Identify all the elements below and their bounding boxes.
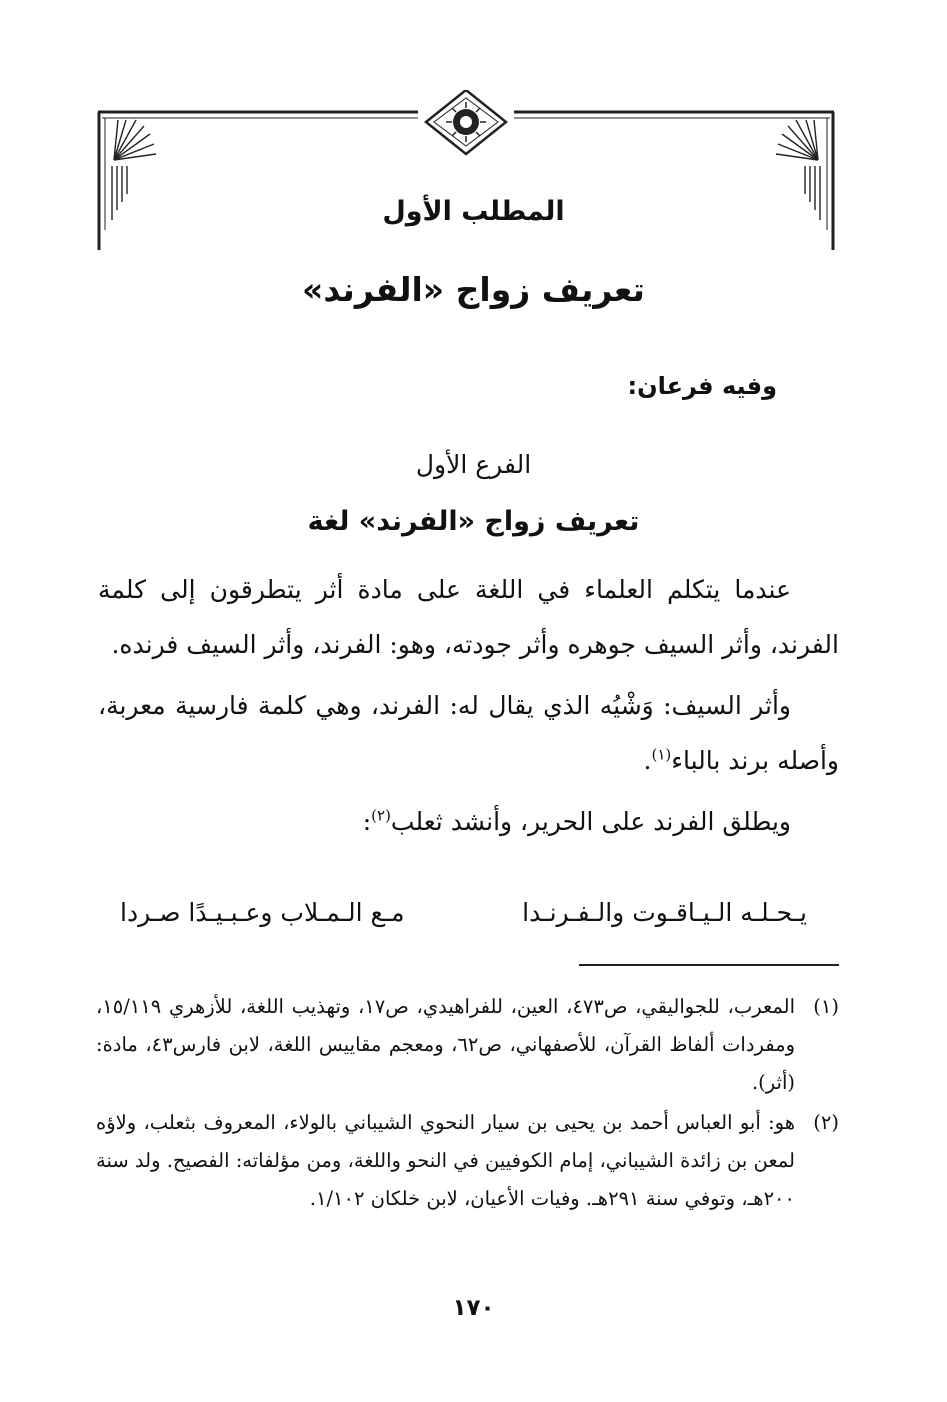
chapter-title: المطلب الأول — [382, 196, 565, 227]
paragraph-1: عندما يتكلم العلماء في اللغة على مادة أثر يتطرقون إلى كلمة الفرند، وأثر السيف جوهره وأثر جودته، وهو: الفرند، وأثر السيف فرنده. — [98, 575, 839, 659]
footnote-separator — [579, 964, 839, 966]
footnote-number: (٢) — [813, 1111, 839, 1134]
body-text — [98, 562, 839, 855]
footnote-1 — [96, 988, 839, 1102]
footnotes — [96, 988, 839, 1220]
paragraph-3-text: ويطلق الفرند على الحرير، وأنشد ثعلب — [390, 807, 791, 836]
intro-heading: وفيه فرعان: — [627, 372, 777, 400]
footnote-text: المعرب، للجواليقي، ص٤٧٣، العين، للفراهيدي، ص١٧، وتهذيب اللغة، للأزهري ١٥/١١٩، ومفردات ألفاظ القرآن، للأصفهاني، ص٦٢، ومعجم مقاييس اللغة، لابن فارس٤٣، مادة: (أثر). — [96, 995, 796, 1094]
footnote-ref-2[interactable]: (٢) — [371, 806, 391, 825]
branch-subtitle: تعريف زواج «الفرند» لغة — [307, 506, 640, 537]
paragraph-3-end: : — [362, 807, 372, 836]
poetry-verse — [120, 898, 807, 942]
paragraph-3 — [98, 794, 839, 849]
branch-title: الفرع الأول — [415, 450, 532, 479]
verse-second-hemistich: مـع الـمـلاب وعـبـيـدًا صـردا — [120, 898, 405, 927]
section-title: تعريف زواج «الفرند» — [302, 270, 645, 309]
paragraph-2-end: . — [643, 746, 652, 775]
paragraph-2-text: وأثر السيف: وَشْيُه الذي يقال له: الفرند، وهي كلمة فارسية معربة، وأصله برند بالباء — [98, 691, 839, 775]
paragraph-2 — [98, 678, 839, 788]
verse-first-hemistich: يـحـلـه الـيـاقـوت والـفـرنـدا — [522, 898, 807, 927]
sun-ornament-icon — [426, 90, 506, 154]
ornamental-header-frame — [96, 90, 836, 260]
footnote-2 — [96, 1104, 839, 1218]
page-number: ١٧٠ — [452, 1295, 495, 1321]
footnote-ref-1[interactable]: (١) — [651, 745, 672, 764]
footnote-number: (١) — [813, 995, 839, 1018]
footnote-text: هو: أبو العباس أحمد بن يحيى بن سيار النحوي الشيباني بالولاء، المعروف بثعلب، ولاؤه لمعن بن زائدة الشيباني، إمام الكوفيين في النحو واللغة، ومن مؤلفاته: الفصيح. ولد سنة ٢٠٠هـ، وتوفي سنة ٢٩١هـ. وفيات الأعيان، لابن خلكان ١/١٠٢. — [96, 1111, 795, 1210]
